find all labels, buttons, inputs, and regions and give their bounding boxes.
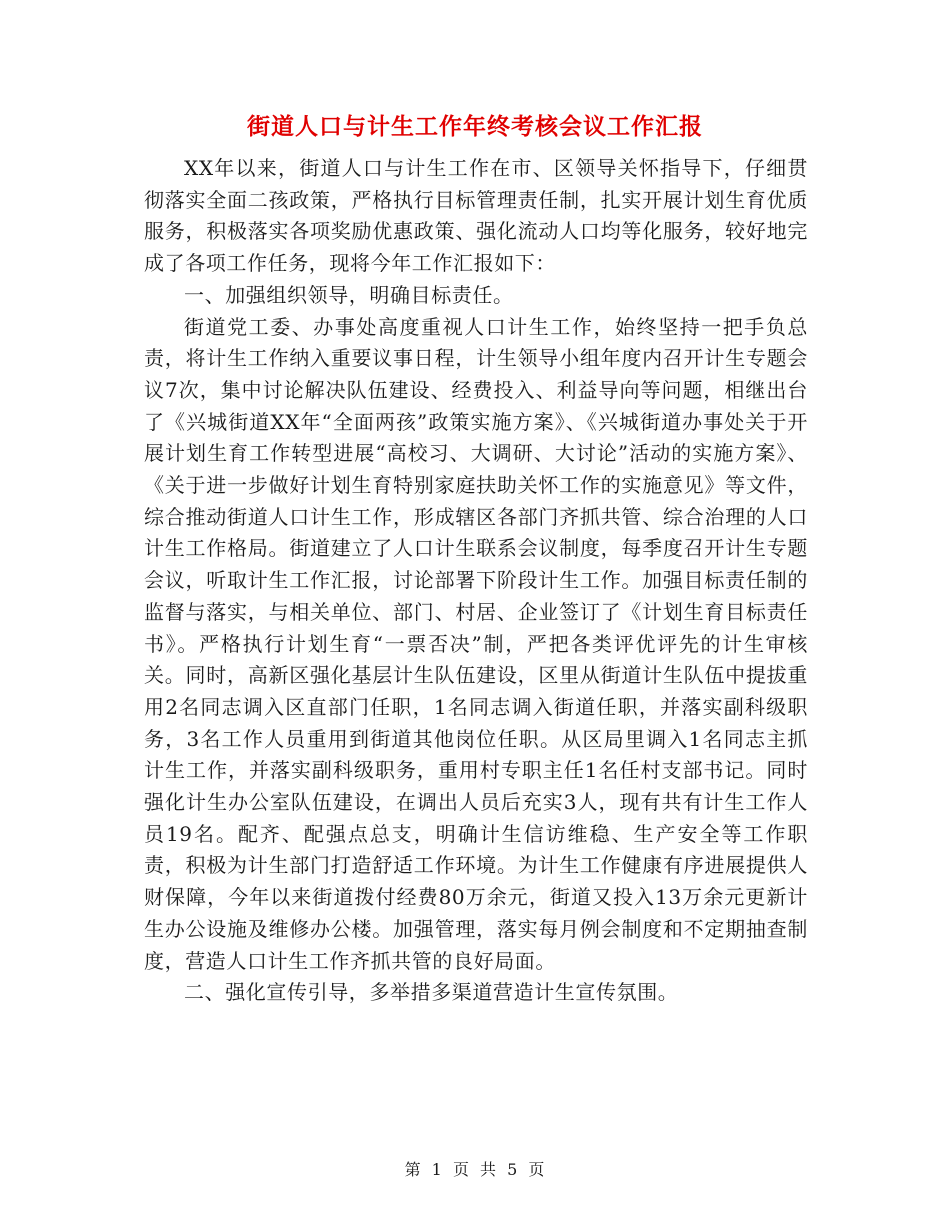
section-heading-2: 二、强化宣传引导，多举措多渠道营造计生宣传氛围。 <box>184 980 679 1005</box>
page-title: 街道人口与计生工作年终考核会议工作汇报 <box>247 113 703 140</box>
section-heading-1: 一、加强组织领导，明确目标责任。 <box>184 282 514 307</box>
page-number: 第 1 页 共 5 页 <box>404 1160 546 1179</box>
paragraph-intro: XX年以来，街道人口与计生工作在市、区领导关怀指导下，仔细贯彻落实全面二孩政策，严格执行目标管理责任制，扎实开展计划生育优质服务，积极落实各项奖励优惠政策、强化流动人口均等化服务，较好地完成了各项工作任务，现将今年工作汇报如下： <box>144 156 808 276</box>
paragraph-section-1: 街道党工委、办事处高度重视人口计生工作，始终坚持一把手负总责，将计生工作纳入重要议事日程，计生领导小组年度内召开计生专题会议7次，集中讨论解决队伍建设、经费投入、利益导向等问题，相继出台了《兴城街道XX年“全面两孩”政策实施方案》、《兴城街道办事处关于开展计划生育工作转型进展“高校习、大调研、大讨论”活动的实施方案》、《关于进一步做好计划生育特别家庭扶助关怀工作的实施意见》等文件，综合推动街道人口计生工作，形成辖区各部门齐抓共管、综合治理的人口计生工作格局。街道建立了人口计生联系会议制度，每季度召开计生专题会议，听取计生工作汇报，讨论部署下阶段计生工作。加强目标责任制的监督与落实，与相关单位、部门、村居、企业签订了《计划生育目标责任书》。严格执行计划生育“一票否决”制，严把各类评优评先的计生审核关。同时，高新区强化基层计生队伍建设，区里从街道计生队伍中提拔重用2名同志调入区直部门任职，1名同志调入街道任职，并落实副科级职务，3名工作人员重用到街道其他岗位任职。从区局里调入1名同志主抓计生工作，并落实副科级职务，重用村专职主任1名任村支部书记。同时强化计生办公室队伍建设，在调出人员后充实3人，现有共有计生工作人员19名。配齐、配强点总支，明确计生信访维稳、生产安全等工作职责，积极为计生部门打造舒适工作环境。为计生工作健康有序进展提供人财保障，今年以来街道拨付经费80万余元，街道又投入13万余元更新计生办公设施及维修办公楼。加强管理，落实每月例会制度和不定期抽查制度，营造人口计生工作齐抓共管的良好局面。 <box>144 314 808 973</box>
document-body <box>144 153 808 1009</box>
